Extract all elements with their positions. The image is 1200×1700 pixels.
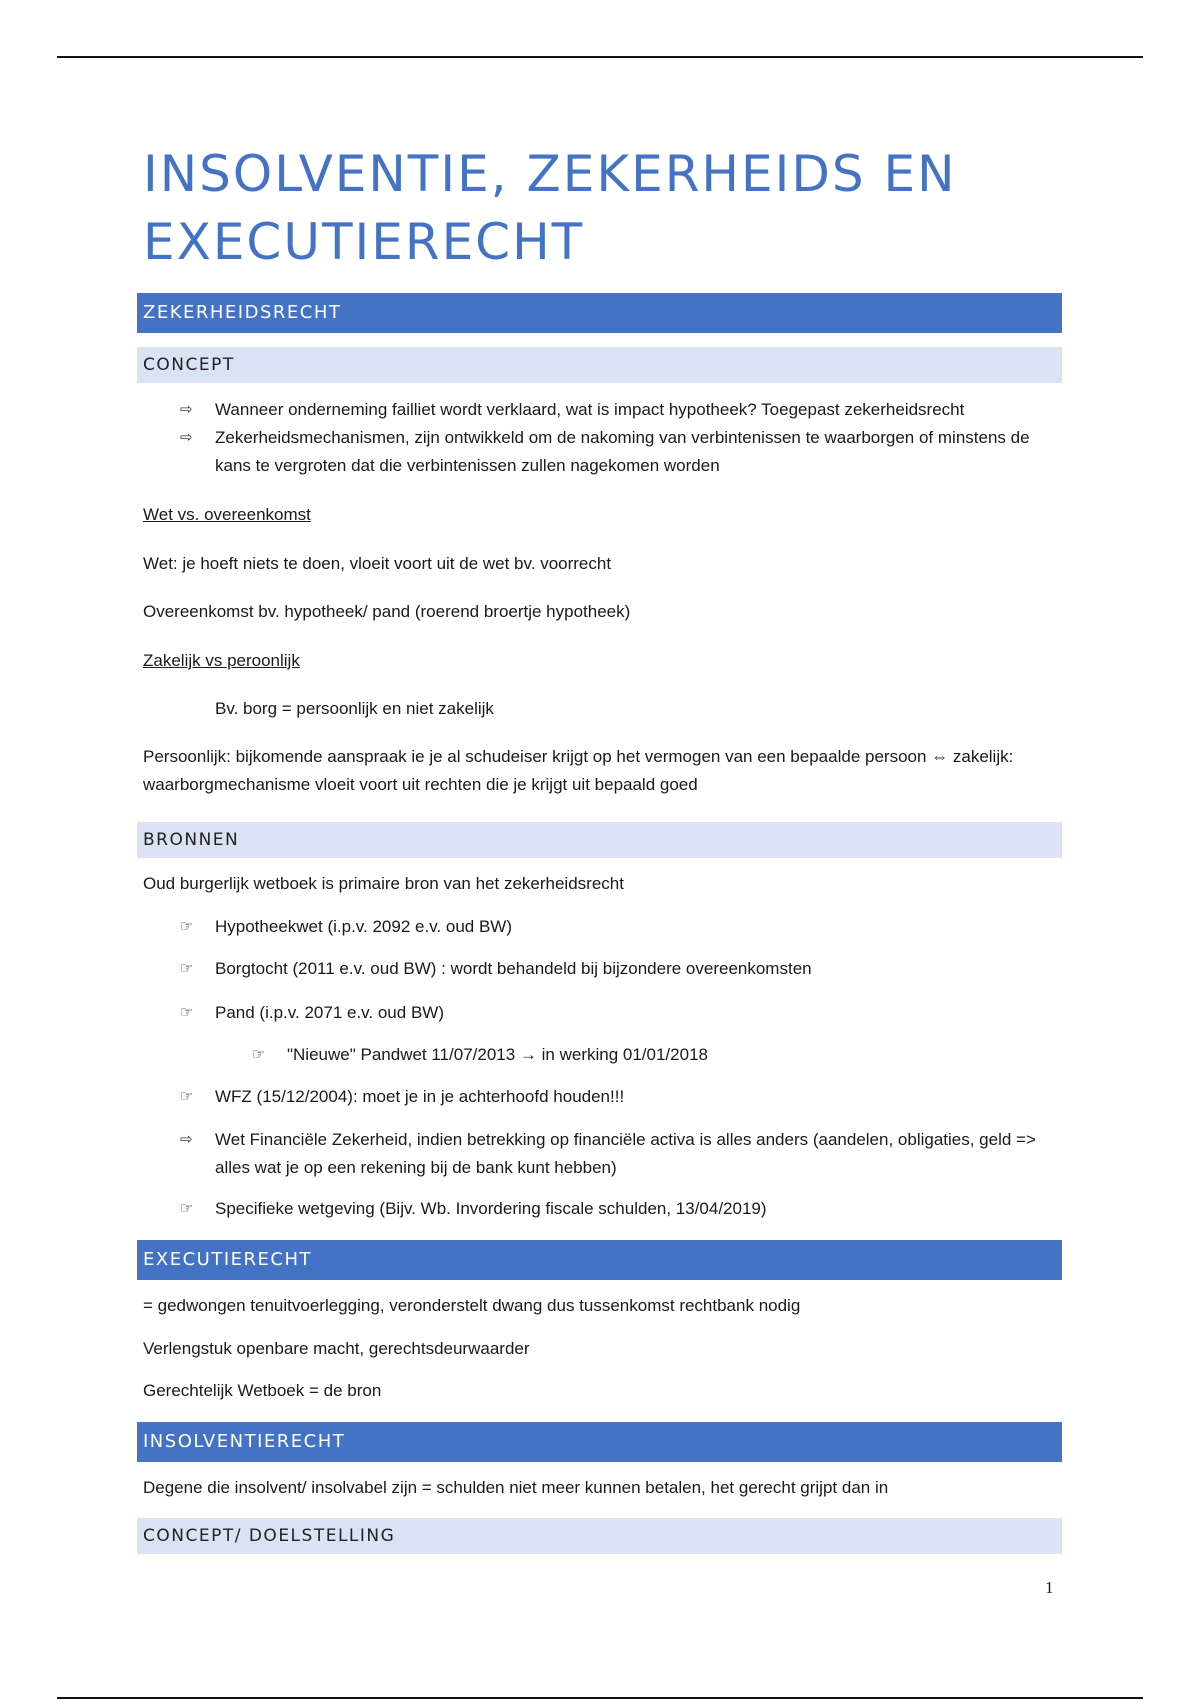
heading-executierecht: EXECUTIERECHT <box>137 1240 1062 1280</box>
bronnen-item: ☞ WFZ (15/12/2004): moet je in je achterhoofd houden!!! <box>180 1083 1060 1111</box>
concept-bullet-2: ⇨ Zekerheidsmechanismen, zijn ontwikkeld om de nakoming van verbintenissen te waarborgen of minstens de kans te vergroten dat die verbintenissen zullen nagekomen worden <box>180 424 1060 480</box>
zakelijk-heading: Zakelijk vs peroonlijk <box>143 651 300 670</box>
insolventierecht-line-1: Degene die insolvent/ insolvabel zijn = schulden niet meer kunnen betalen, het gerecht grijpt dan in <box>143 1478 889 1497</box>
hand-bullet-icon: ☞ <box>180 918 194 935</box>
header-rule <box>57 56 1143 58</box>
executierecht-line-1: = gedwongen tenuitvoerlegging, veronderstelt dwang dus tussenkomst rechtbank nodig <box>143 1296 801 1315</box>
concept-bullet-1: ⇨ Wanneer onderneming failliet wordt verklaard, wat is impact hypotheek? Toegepast zekerheidsrecht <box>180 396 1060 424</box>
heading-concept: CONCEPT <box>137 347 1062 383</box>
page-number: 1 <box>1045 1578 1054 1597</box>
title-line-2: EXECUTIERECHT <box>143 213 585 271</box>
bronnen-item: ☞ Borgtocht (2011 e.v. oud BW) : wordt behandeld bij bijzondere overeenkomsten <box>180 955 1060 983</box>
overeenkomst-text: Overeenkomst bv. hypotheek/ pand (roerend broertje hypotheek) <box>143 602 631 621</box>
heading-zekerheidsrecht: ZEKERHEIDSRECHT <box>137 293 1062 333</box>
executierecht-line-3: Gerechtelijk Wetboek = de bron <box>143 1381 382 1400</box>
footer-rule <box>57 1697 1143 1699</box>
heading-insolventierecht: INSOLVENTIERECHT <box>137 1422 1062 1462</box>
arrow-bullet-icon: ⇨ <box>180 401 193 418</box>
heading-bronnen: BRONNEN <box>137 822 1062 858</box>
bronnen-item: ☞ Specifieke wetgeving (Bijv. Wb. Invordering fiscale schulden, 13/04/2019) <box>180 1195 1060 1223</box>
hand-bullet-icon: ☞ <box>180 1088 194 1105</box>
hand-bullet-icon: ☞ <box>180 1200 194 1217</box>
arrow-bullet-icon: ⇨ <box>180 429 193 446</box>
hand-bullet-icon: ☞ <box>180 1004 194 1021</box>
borg-example: Bv. borg = persoonlijk en niet zakelijk <box>215 699 494 718</box>
hand-bullet-icon: ☞ <box>252 1046 266 1063</box>
bronnen-intro: Oud burgerlijk wetboek is primaire bron van het zekerheidsrecht <box>143 874 624 893</box>
bronnen-item: ☞ Hypotheekwet (i.p.v. 2092 e.v. oud BW) <box>180 913 1060 941</box>
wet-vs-overeenkomst-heading: Wet vs. overeenkomst <box>143 505 311 524</box>
persoonlijk-text: Persoonlijk: bijkomende aanspraak ie je al schudeiser krijgt op het vermogen van een bepaalde persoon ⇔ zakelijk: waarborgmechanisme vloeit voort uit rechten die je krijgt uit bepaald goed <box>143 747 1014 794</box>
hand-bullet-icon: ☞ <box>180 960 194 977</box>
executierecht-line-2: Verlengstuk openbare macht, gerechtsdeurwaarder <box>143 1339 530 1358</box>
bronnen-item: ☞ Pand (i.p.v. 2071 e.v. oud BW) <box>180 999 1060 1027</box>
document-title <box>143 140 1103 276</box>
bronnen-subitem: ☞ "Nieuwe" Pandwet 11/07/2013 → in werking 01/01/2018 <box>252 1041 1060 1069</box>
arrow-bullet-icon: ⇨ <box>180 1131 193 1148</box>
wet-text: Wet: je hoeft niets te doen, vloeit voort uit de wet bv. voorrecht <box>143 554 612 573</box>
bronnen-item: ⇨ Wet Financiële Zekerheid, indien betrekking op financiële activa is alles anders (aandelen, obligaties, geld => alles wat je op een rekening bij de bank kunt hebben) <box>180 1126 1060 1182</box>
title-line-1: INSOLVENTIE, ZEKERHEIDS EN <box>143 145 957 203</box>
heading-concept-doelstelling: CONCEPT/ DOELSTELLING <box>137 1518 1062 1554</box>
